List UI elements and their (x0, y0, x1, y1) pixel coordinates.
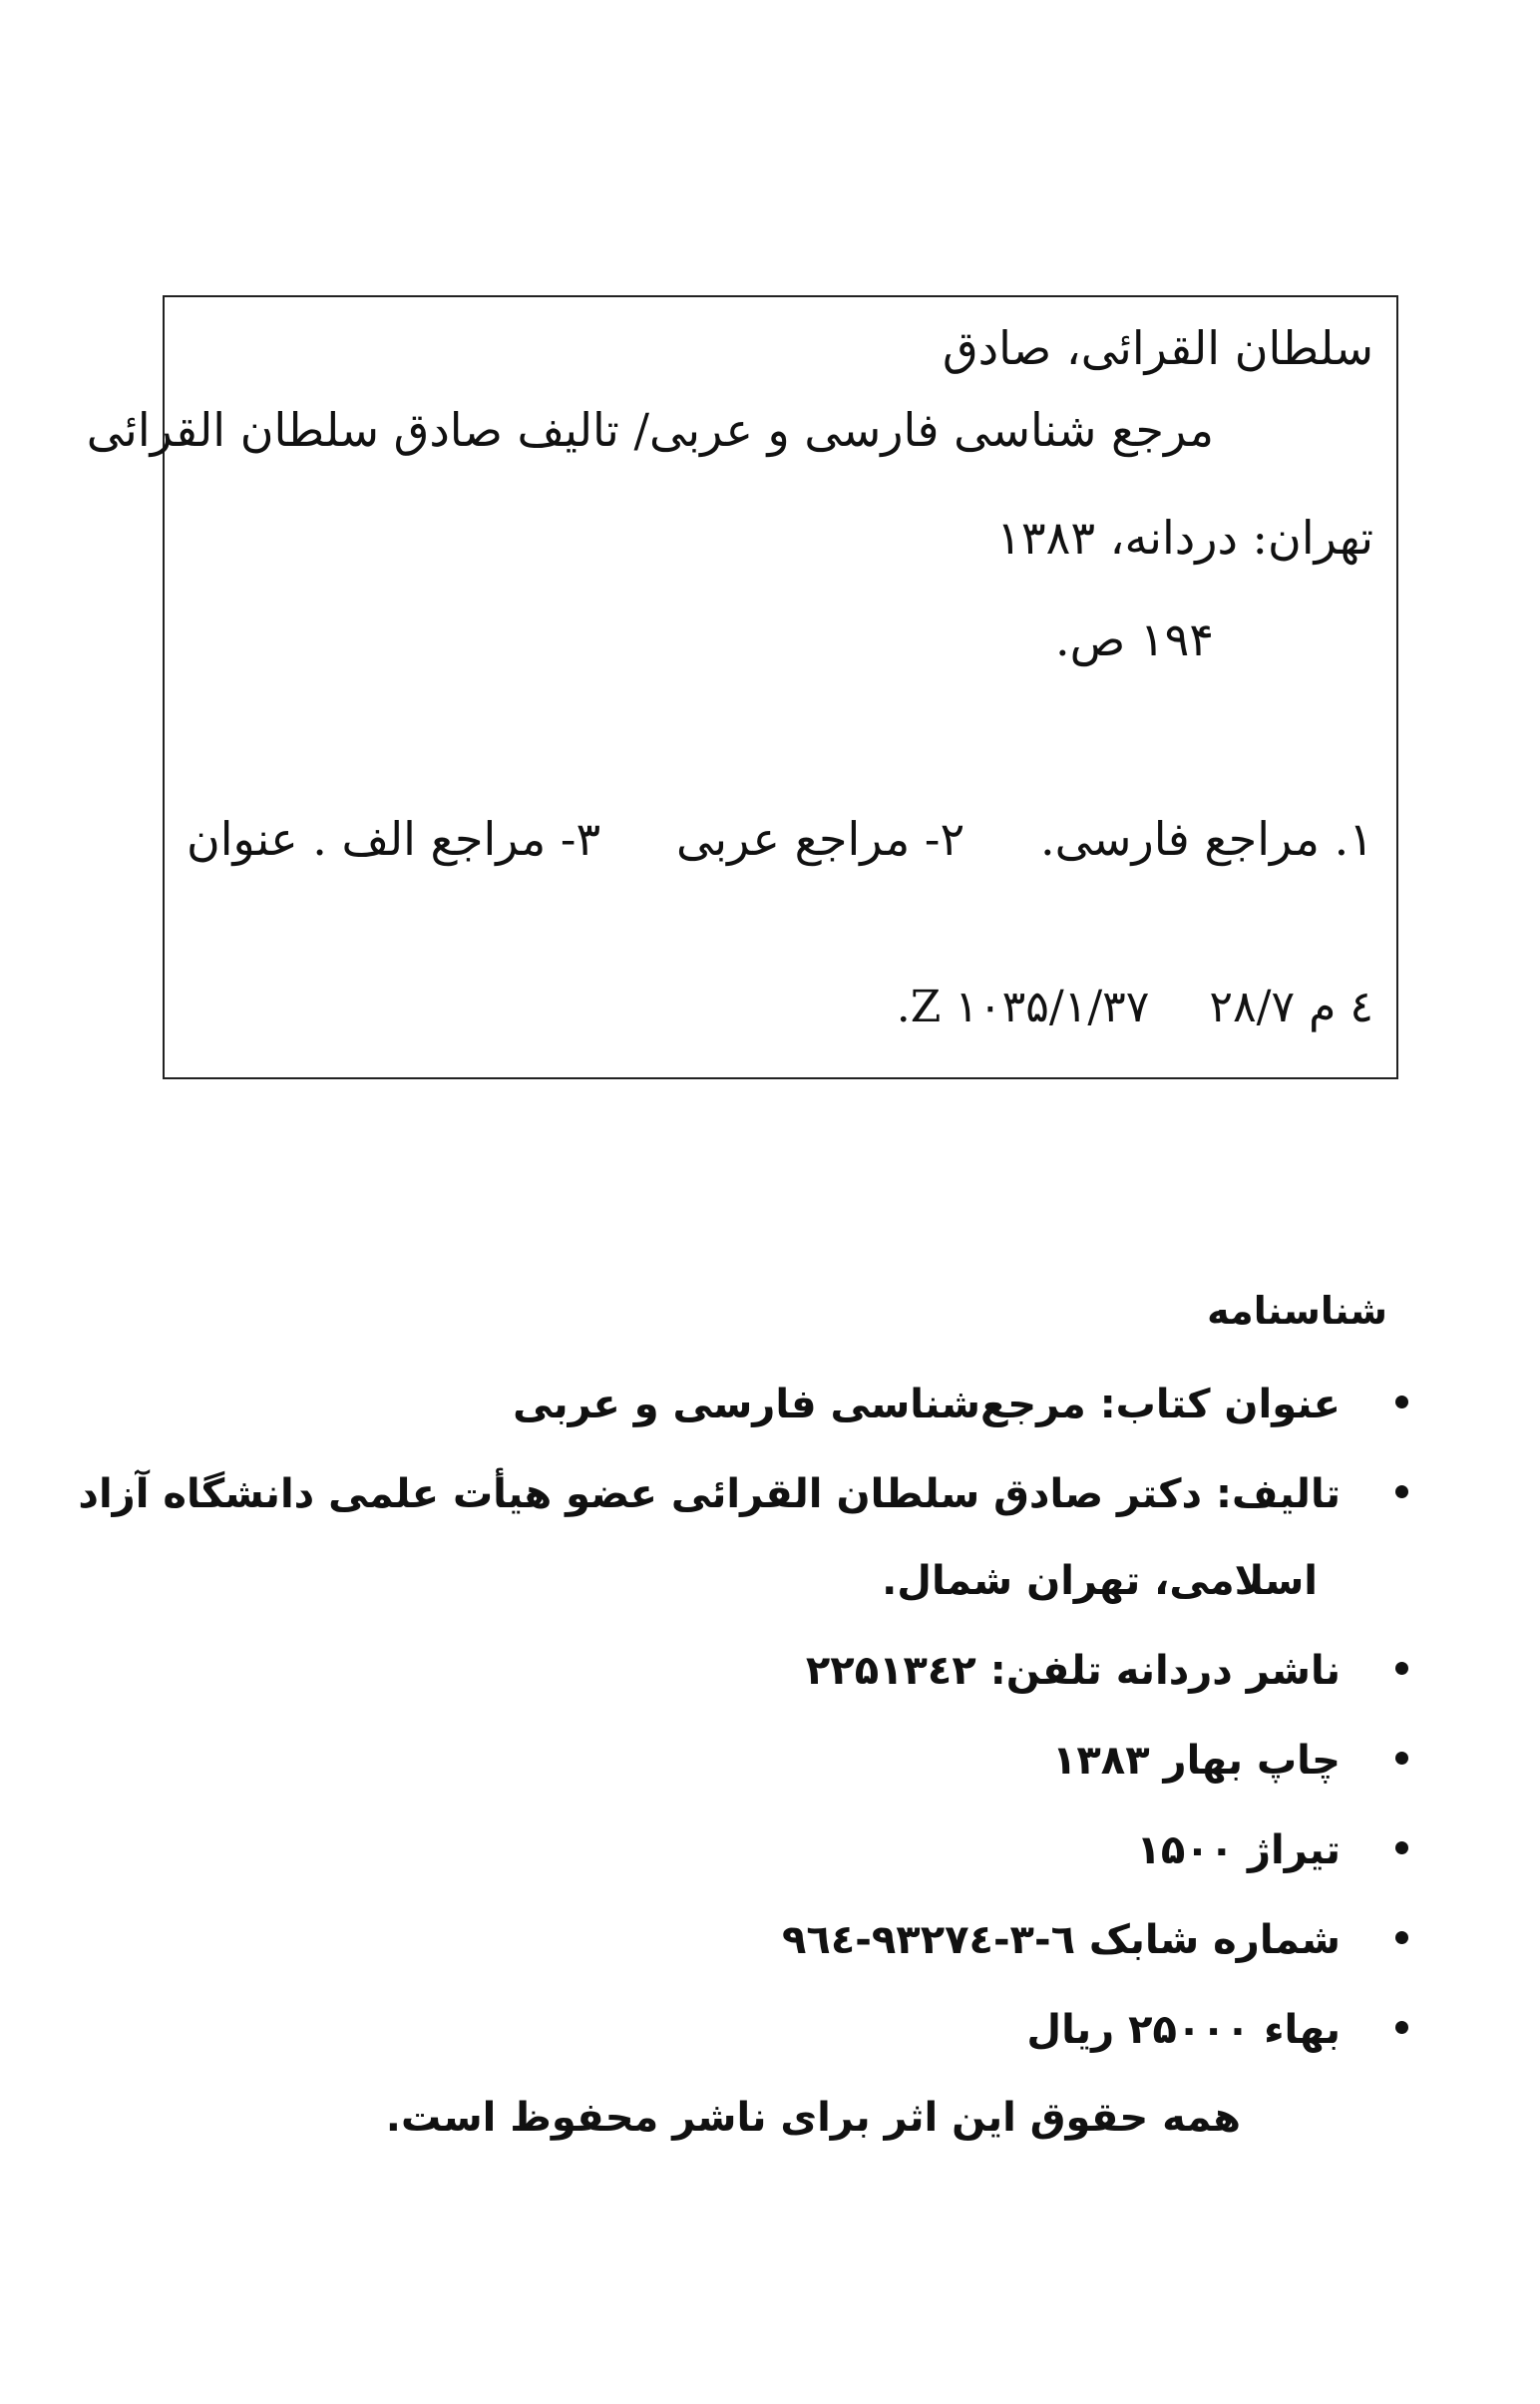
colophon-item-print (1052, 1738, 1341, 1784)
card-call-line (896, 982, 1373, 1032)
card-author: سلطان القرائی، صادق (942, 321, 1373, 375)
card-subject-2: ۲- مراجع عربی (675, 812, 965, 866)
card-pages: ۱۹۴ ص. (1055, 612, 1214, 666)
colophon-item-publisher (806, 1648, 1341, 1694)
colophon-isbn-text: شماره شابک ٦-۳-۹۳۲۷٤-۹٦٤ (782, 1917, 1341, 1963)
colophon-print-run-text: تیراژ ۱۵۰۰ (1136, 1827, 1341, 1873)
card-call-number: ٤ م Z ۱۰۳۵/۱/۳۷ (910, 982, 1373, 1032)
bullet-dot-icon (1395, 1396, 1408, 1408)
colophon-price-text: بهاء ۲۵۰۰۰ ریال (1026, 2007, 1341, 2053)
card-imprint: تهران: دردانه، ۱۳۸۳ (996, 511, 1373, 565)
colophon-author-continuation: اسلامی، تهران شمال. (882, 1558, 1318, 1604)
bullet-dot-icon (1395, 1931, 1408, 1944)
colophon-item-title (513, 1382, 1341, 1427)
card-subject-1: ۱. مراجع فارسی. (1039, 812, 1373, 866)
bullet-dot-icon (1395, 1752, 1408, 1765)
card-class-number: ۲۸/۷. (896, 982, 1296, 1032)
card-subjects (187, 812, 1373, 866)
bullet-dot-icon (1395, 1662, 1408, 1675)
card-subject-3: ۳- مراجع الف . عنوان (187, 812, 601, 866)
colophon-title-text: عنوان کتاب: مرجع‌شناسی فارسی و عربی (513, 1382, 1341, 1427)
colophon-item-print-run (1136, 1827, 1341, 1873)
card-title-statement: مرجع شناسی فارسی و عربی/ تالیف صادق سلطان القرائی (86, 403, 1214, 457)
bullet-dot-icon (1395, 2021, 1408, 2034)
colophon-author-text: تالیف: دکتر صادق سلطان القرائی عضو هیأت علمی دانشگاه آزاد (78, 1471, 1341, 1517)
colophon-heading: شناسنامه (1207, 1289, 1387, 1333)
colophon-item-isbn (782, 1917, 1341, 1963)
colophon-publisher-text: ناشر دردانه تلفن: ۲۲۵۱۳٤۲ (805, 1648, 1341, 1694)
rights-notice: همه حقوق این اثر برای ناشر محفوظ است. (385, 2095, 1241, 2141)
catalog-card (86, 295, 1398, 1079)
colophon-print-text: چاپ بهار ۱۳۸۳ (1051, 1738, 1341, 1784)
bullet-dot-icon (1395, 1485, 1408, 1498)
bullet-dot-icon (1395, 1841, 1408, 1854)
colophon-item-price (1026, 2007, 1341, 2053)
colophon-item-author (78, 1471, 1341, 1517)
